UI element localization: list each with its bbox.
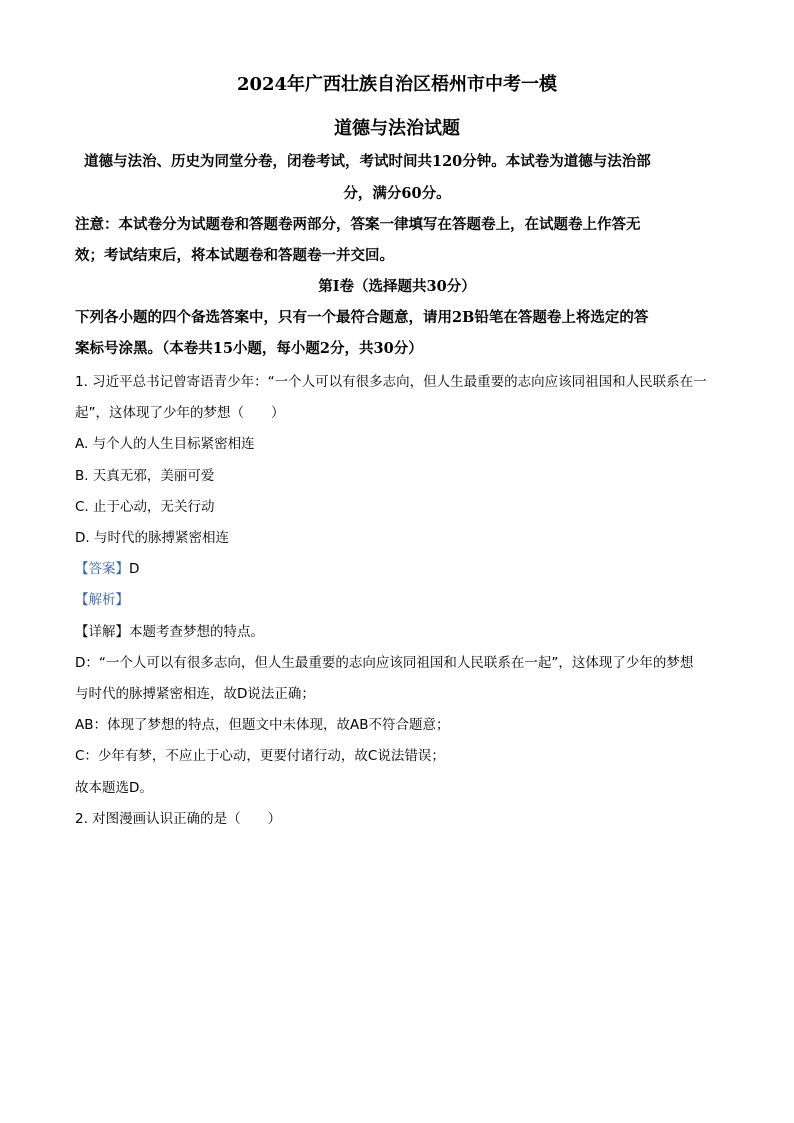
- explanation-line-4: C：少年有梦，不应止于心动，更要付诸行动，故C说法错误；: [75, 748, 445, 764]
- q1-stem-line-1: 1. 习近平总书记曾寄语青少年：“一个人可以有很多志向，但人生最重要的志向应该同祖国和人民联系在一: [75, 374, 707, 390]
- q1-option-b: B. 天真无邪，美丽可爱: [75, 468, 215, 484]
- exam-title: 2024年广西壮族自治区梧州市中考一模: [236, 74, 558, 95]
- answer-value: D: [129, 561, 140, 577]
- q1-stem-line-2: 起”，这体现了少年的梦想（ ）: [75, 405, 285, 421]
- q2-stem: 2. 对图漫画认识正确的是（ ）: [75, 811, 282, 827]
- answer-tag: 【答案】: [75, 561, 129, 577]
- q1-option-a: A. 与个人的人生目标紧密相连: [75, 436, 255, 452]
- q1-option-d: D. 与时代的脉搏紧密相连: [75, 530, 229, 546]
- note-line-2: 效；考试结束后，将本试题卷和答题卷一并交回。: [75, 247, 394, 264]
- intro-line-2: 分，满分60分。: [343, 185, 451, 202]
- detail-line: 【详解】本题考查梦想的特点。: [75, 624, 264, 640]
- q1-option-c: C. 止于心动，无关行动: [75, 499, 215, 515]
- intro-line-1: 道德与法治、历史为同堂分卷，闭卷考试，考试时间共120分钟。本试卷为道德与法治部: [84, 153, 651, 170]
- answer-line: [75, 557, 139, 577]
- analysis-tag: 【解析】: [75, 592, 129, 608]
- conclusion-line: 故本题选D。: [75, 780, 153, 796]
- instruction-line-1: 下列各小题的四个备选答案中，只有一个最符合题意，请用2B铅笔在答题卷上将选定的答: [75, 309, 649, 326]
- explanation-line-2: 与时代的脉搏紧密相连，故D说法正确；: [75, 686, 315, 702]
- note-line-1: 注意：本试卷分为试题卷和答题卷两部分，答案一律填写在答题卷上，在试题卷上作答无: [75, 216, 641, 233]
- explanation-line-3: AB：体现了梦想的特点，但题文中未体现，故AB不符合题意；: [75, 717, 450, 733]
- instruction-line-2: 案标号涂黑。（本卷共15小题，每小题2分，共30分）: [75, 340, 423, 357]
- exam-subtitle: 道德与法治试题: [334, 118, 460, 139]
- section-heading: 第Ⅰ卷（选择题共30分）: [318, 278, 476, 295]
- explanation-line-1: D：“一个人可以有很多志向，但人生最重要的志向应该同祖国和人民联系在一起”，这体现了少年的梦想: [75, 655, 694, 671]
